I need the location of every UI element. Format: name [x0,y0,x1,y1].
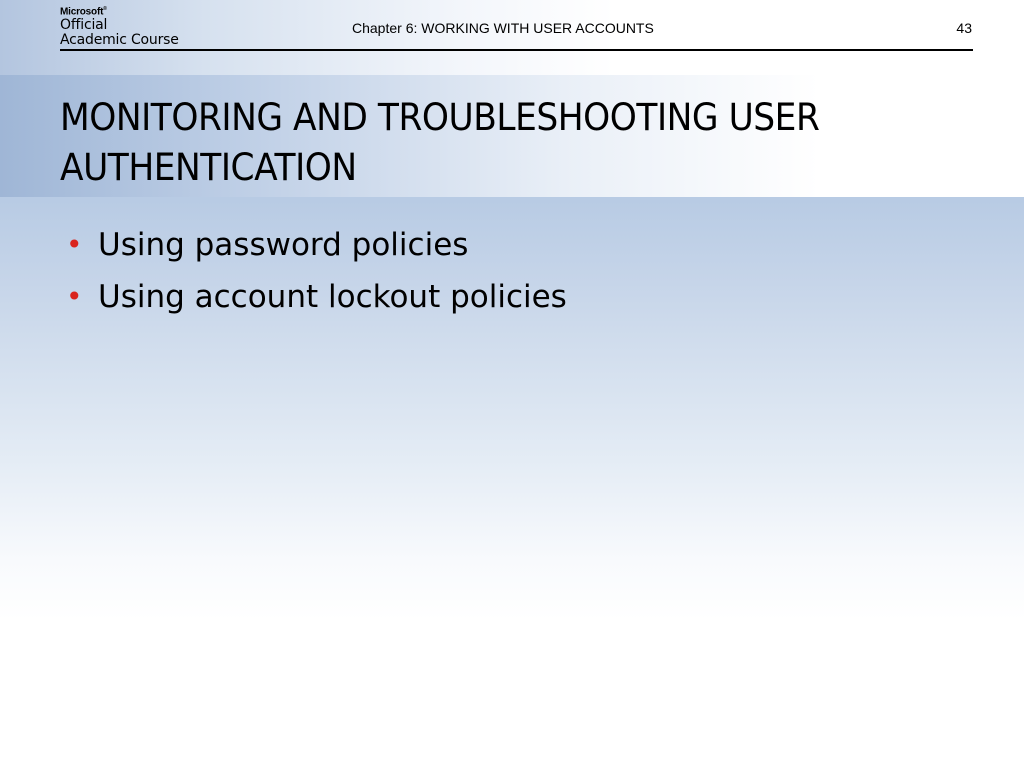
microsoft-official-academic-course-logo [60,3,179,48]
bullet-icon: • [66,228,83,261]
logo-line-official: Official [60,17,108,34]
chapter-heading: Chapter 6: WORKING WITH USER ACCOUNTS [352,20,654,36]
slide-title-line-2: AUTHENTICATION [60,146,357,189]
bullet-text: Using password policies [98,227,469,263]
page-number: 43 [956,20,972,36]
slide-title [60,93,916,193]
list-item [66,219,567,271]
bullet-list [66,219,567,323]
bullet-text: Using account lockout policies [98,279,567,315]
logo-brand: Microsoft® [60,6,107,18]
list-item [66,271,567,323]
slide-title-line-1: MONITORING AND TROUBLESHOOTING USER [60,96,820,139]
logo-line-academic-course: Academic Course [60,32,179,49]
header-divider [60,49,973,51]
bullet-icon: • [66,280,83,313]
